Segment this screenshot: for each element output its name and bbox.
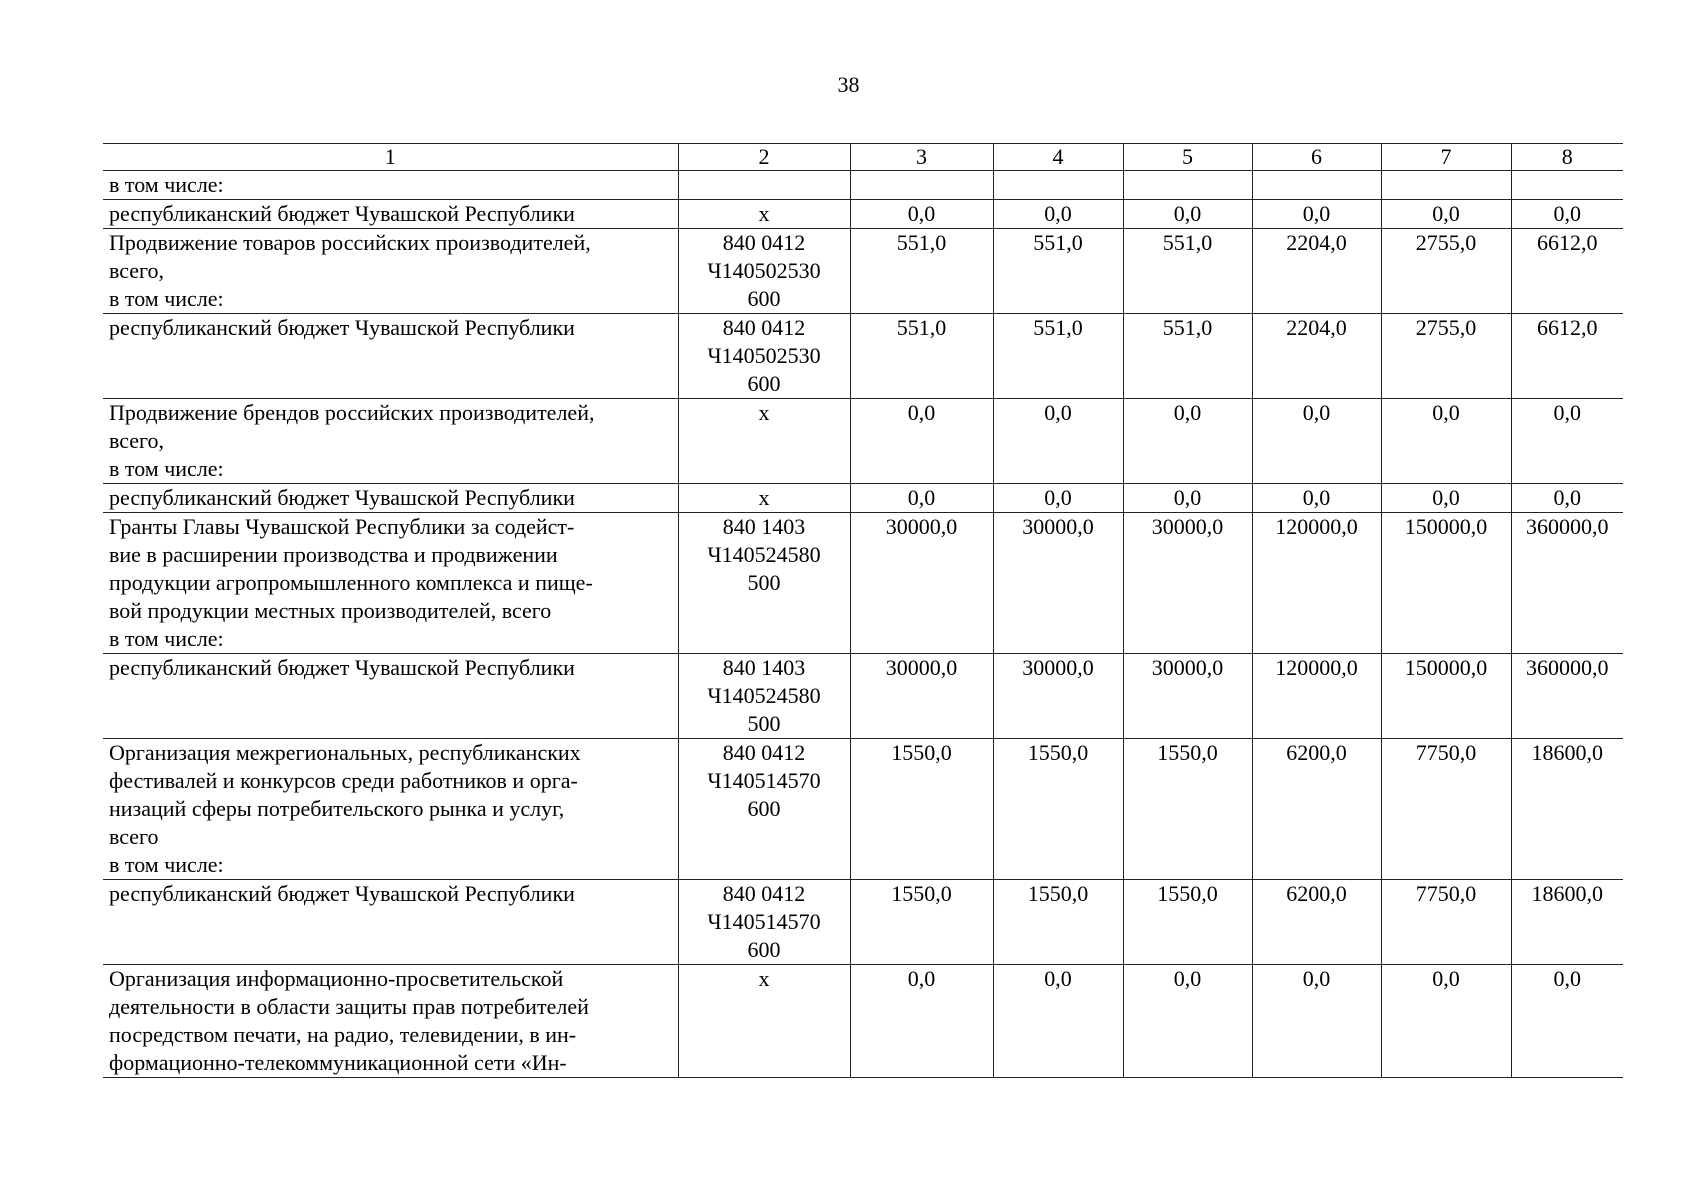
amount-cell: 150000,0: [1381, 513, 1511, 654]
amount-cell: 7750,0: [1381, 739, 1511, 880]
table-row: [103, 200, 1623, 229]
amount-cell: 551,0: [1123, 229, 1252, 314]
budget-code-line: х: [758, 400, 770, 425]
amount-cell: 0,0: [1511, 200, 1623, 229]
row-name-cell: [103, 880, 678, 965]
table-row: [103, 484, 1623, 513]
amount-cell: 2755,0: [1381, 314, 1511, 399]
row-name-line: Продвижение товаров российских производителей,: [109, 230, 591, 255]
row-name-cell: [103, 229, 678, 314]
amount-cell: 0,0: [993, 965, 1123, 1078]
amount-cell: 7750,0: [1381, 880, 1511, 965]
amount-cell: 0,0: [850, 484, 993, 513]
amount-cell: 0,0: [1511, 965, 1623, 1078]
amount-cell: [1511, 171, 1623, 200]
amount-cell: 551,0: [993, 229, 1123, 314]
row-name-line: вие в расширении производства и продвижении: [109, 542, 558, 567]
column-header: 1: [103, 144, 678, 171]
budget-code-line: 840 0412: [722, 230, 806, 255]
amount-cell: 0,0: [1123, 965, 1252, 1078]
budget-code-line: 840 0412: [722, 740, 806, 765]
budget-code-cell: [678, 229, 850, 314]
row-name-cell: [103, 314, 678, 399]
amount-cell: 0,0: [1252, 965, 1381, 1078]
column-header: 3: [850, 144, 993, 171]
amount-cell: 120000,0: [1252, 654, 1381, 739]
row-name-line: республиканский бюджет Чувашской Республики: [109, 201, 575, 226]
row-name-line: формационно-телекоммуникационной сети «Ин-: [109, 1050, 567, 1075]
amount-cell: 2204,0: [1252, 314, 1381, 399]
table-row: [103, 229, 1623, 314]
amount-cell: 120000,0: [1252, 513, 1381, 654]
budget-code-cell: [678, 965, 850, 1078]
budget-code-line: х: [758, 201, 770, 226]
row-name-line: Организация информационно-просветительской: [109, 966, 564, 991]
row-name-line: в том числе:: [109, 852, 224, 877]
amount-cell: 551,0: [850, 314, 993, 399]
budget-code-line: 840 1403: [722, 514, 806, 539]
row-name-line: всего,: [109, 258, 165, 283]
budget-code-line: 840 0412: [722, 315, 806, 340]
amount-cell: 0,0: [850, 200, 993, 229]
row-name-line: республиканский бюджет Чувашской Республики: [109, 315, 575, 340]
budget-table: [103, 143, 1623, 1078]
column-header: 6: [1252, 144, 1381, 171]
row-name-line: вой продукции местных производителей, всего: [109, 598, 552, 623]
amount-cell: 18600,0: [1511, 880, 1623, 965]
amount-cell: [1252, 171, 1381, 200]
budget-code-line: Ч140502530: [707, 343, 821, 368]
table-row: [103, 513, 1623, 654]
budget-code-line: Ч140514570: [707, 768, 821, 793]
budget-code-cell: [678, 513, 850, 654]
amount-cell: 551,0: [850, 229, 993, 314]
amount-cell: 1550,0: [993, 739, 1123, 880]
amount-cell: 30000,0: [1123, 654, 1252, 739]
amount-cell: 0,0: [1123, 484, 1252, 513]
row-name-cell: [103, 200, 678, 229]
amount-cell: 18600,0: [1511, 739, 1623, 880]
column-header: 8: [1511, 144, 1623, 171]
row-name-line: низаций сферы потребительского рынка и услуг,: [109, 796, 565, 821]
amount-cell: 0,0: [1511, 399, 1623, 484]
amount-cell: 6200,0: [1252, 880, 1381, 965]
column-header: 7: [1381, 144, 1511, 171]
amount-cell: 551,0: [1123, 314, 1252, 399]
row-name-cell: [103, 399, 678, 484]
page-number: 38: [837, 72, 860, 97]
row-name-line: фестивалей и конкурсов среди работников и орга-: [109, 768, 578, 793]
amount-cell: 1550,0: [1123, 739, 1252, 880]
amount-cell: 0,0: [1123, 399, 1252, 484]
amount-cell: 0,0: [993, 200, 1123, 229]
amount-cell: 150000,0: [1381, 654, 1511, 739]
budget-code-line: 600: [747, 796, 781, 821]
row-name-cell: [103, 484, 678, 513]
amount-cell: [1381, 171, 1511, 200]
amount-cell: 0,0: [1381, 399, 1511, 484]
amount-cell: 551,0: [993, 314, 1123, 399]
amount-cell: 360000,0: [1511, 654, 1623, 739]
table-row: [103, 399, 1623, 484]
row-name-line: республиканский бюджет Чувашской Республики: [109, 881, 575, 906]
budget-code-line: Ч140524580: [707, 683, 821, 708]
header-row: [103, 144, 1623, 171]
table-row: [103, 880, 1623, 965]
amount-cell: 0,0: [1123, 200, 1252, 229]
budget-code-cell: [678, 399, 850, 484]
row-name-line: всего,: [109, 428, 165, 453]
table-row: [103, 965, 1623, 1078]
table-row: [103, 171, 1623, 200]
budget-code-line: 600: [747, 937, 781, 962]
amount-cell: 30000,0: [850, 654, 993, 739]
row-name-line: посредством печати, на радио, телевидении, в ин-: [109, 1022, 577, 1047]
budget-code-line: 600: [747, 371, 781, 396]
amount-cell: 2755,0: [1381, 229, 1511, 314]
table-body: [103, 171, 1623, 1078]
row-name-line: республиканский бюджет Чувашской Республики: [109, 485, 575, 510]
amount-cell: 0,0: [1252, 399, 1381, 484]
amount-cell: 6612,0: [1511, 229, 1623, 314]
row-name-line: в том числе:: [109, 286, 224, 311]
amount-cell: 30000,0: [850, 513, 993, 654]
table-row: [103, 739, 1623, 880]
table-header: [103, 144, 1623, 171]
budget-code-line: х: [758, 485, 770, 510]
budget-code-line: 500: [747, 711, 781, 736]
row-name-line: Гранты Главы Чувашской Республики за содейст-: [109, 514, 575, 539]
row-name-line: в том числе:: [109, 456, 224, 481]
amount-cell: 30000,0: [993, 513, 1123, 654]
budget-code-cell: [678, 484, 850, 513]
amount-cell: [1123, 171, 1252, 200]
amount-cell: 1550,0: [850, 880, 993, 965]
column-header: 4: [993, 144, 1123, 171]
budget-code-cell: [678, 654, 850, 739]
budget-code-cell: [678, 314, 850, 399]
amount-cell: 6612,0: [1511, 314, 1623, 399]
budget-code-line: Ч140524580: [707, 542, 821, 567]
row-name-line: продукции агропромышленного комплекса и пище-: [109, 570, 593, 595]
budget-code-cell: [678, 200, 850, 229]
amount-cell: 0,0: [1381, 484, 1511, 513]
amount-cell: 1550,0: [850, 739, 993, 880]
budget-code-line: Ч140502530: [707, 258, 821, 283]
amount-cell: 0,0: [850, 965, 993, 1078]
column-header: 5: [1123, 144, 1252, 171]
amount-cell: 0,0: [1252, 484, 1381, 513]
budget-code-line: 600: [747, 286, 781, 311]
amount-cell: 30000,0: [1123, 513, 1252, 654]
row-name-line: Продвижение брендов российских производителей,: [109, 400, 595, 425]
amount-cell: 2204,0: [1252, 229, 1381, 314]
row-name-line: Организация межрегиональных, республиканских: [109, 740, 581, 765]
row-name-line: в том числе:: [109, 172, 224, 197]
amount-cell: 360000,0: [1511, 513, 1623, 654]
budget-code-line: 840 1403: [722, 655, 806, 680]
budget-code-line: 500: [747, 570, 781, 595]
column-header: 2: [678, 144, 850, 171]
row-name-cell: [103, 171, 678, 200]
table-row: [103, 654, 1623, 739]
row-name-cell: [103, 965, 678, 1078]
row-name-line: всего: [109, 824, 159, 849]
amount-cell: [993, 171, 1123, 200]
budget-code-line: х: [758, 966, 770, 991]
row-name-cell: [103, 513, 678, 654]
amount-cell: 0,0: [1511, 484, 1623, 513]
amount-cell: 0,0: [1381, 965, 1511, 1078]
budget-code-cell: [678, 739, 850, 880]
budget-code-line: Ч140514570: [707, 909, 821, 934]
row-name-line: республиканский бюджет Чувашской Республики: [109, 655, 575, 680]
row-name-cell: [103, 654, 678, 739]
amount-cell: 30000,0: [993, 654, 1123, 739]
amount-cell: 1550,0: [1123, 880, 1252, 965]
row-name-cell: [103, 739, 678, 880]
amount-cell: 6200,0: [1252, 739, 1381, 880]
amount-cell: 1550,0: [993, 880, 1123, 965]
budget-code-cell: [678, 880, 850, 965]
amount-cell: 0,0: [1252, 200, 1381, 229]
amount-cell: 0,0: [850, 399, 993, 484]
amount-cell: 0,0: [1381, 200, 1511, 229]
amount-cell: [850, 171, 993, 200]
table-row: [103, 314, 1623, 399]
budget-code-cell: [678, 171, 850, 200]
budget-code-line: 840 0412: [722, 881, 806, 906]
amount-cell: 0,0: [993, 399, 1123, 484]
amount-cell: 0,0: [993, 484, 1123, 513]
row-name-line: деятельности в области защиты прав потребителей: [109, 994, 589, 1019]
row-name-line: в том числе:: [109, 626, 224, 651]
